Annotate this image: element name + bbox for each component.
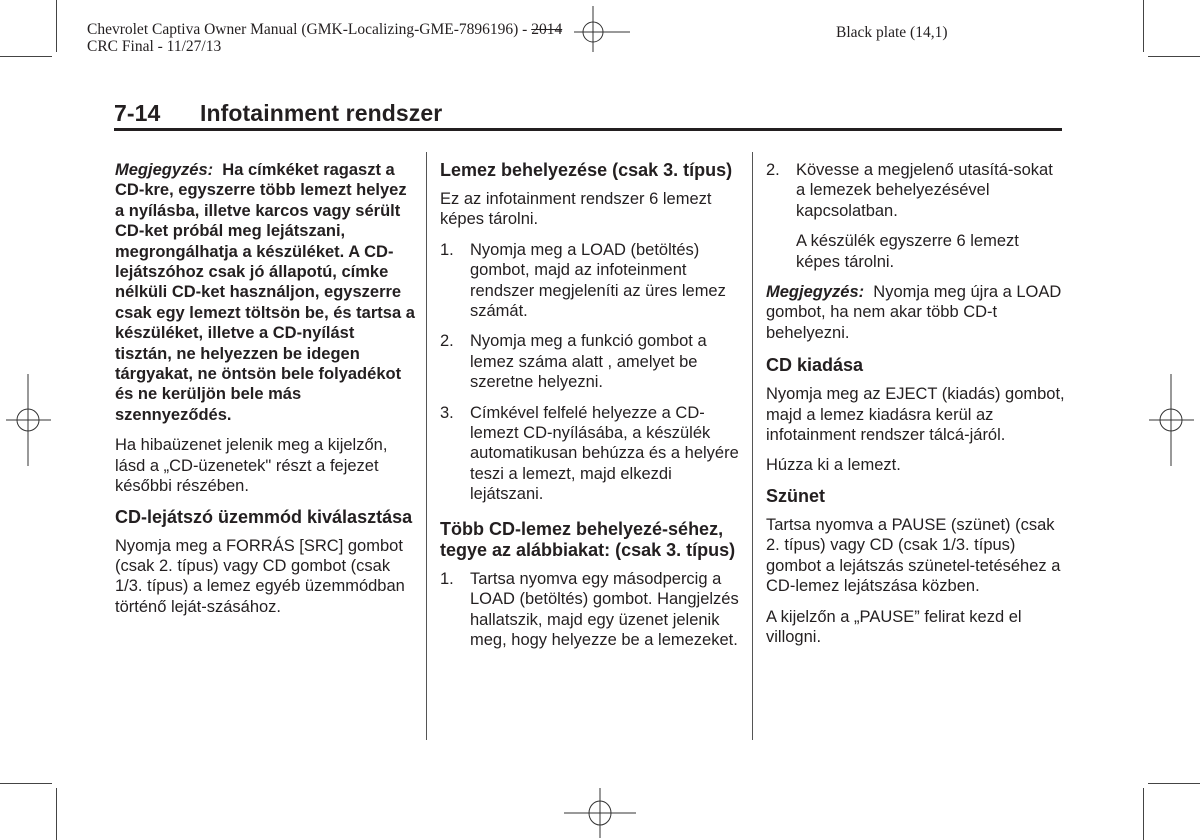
list-item [440,331,740,392]
crop-mark-top-left-vertical [56,0,57,52]
step-text: Címkével felfelé helyezze a CD-lemezt CD-nyílásába, a készülék automatikusan behúzza és a helyére teszi a lemezt, majd elkezdi lejátszani. [470,403,739,504]
document-slug [87,21,562,55]
crop-mark-bottom-right-vertical [1143,788,1144,840]
step-text: Nyomja meg a funkció gombot a lemez száma alatt , amelyet be szeretne helyezni. [470,332,707,392]
disc-insert-heading: Lemez behelyezése (csak 3. típus) [440,160,733,180]
list-item [440,569,740,651]
multi-disc-steps [440,569,740,651]
capacity-paragraph: A készülék egyszerre 6 lemezt képes tárolni. [796,232,1019,271]
plate-label: Black plate (14,1) [836,24,948,41]
eject-heading: CD kiadása [766,355,864,376]
note-text: Ha címkéket ragaszt a CD-kre, egyszerre több lemezt helyez a nyílásba, illetve karcos vagy sérült CD-ket próbál meg lejátszani, megrongálhatja a készüléket. A CD-lejátszóhoz csak jó állapotú, címke nélküli CD-ket használjon, egyszerre csak egy lemezt töltsön be, és tartsa a készüléket, illetve a CD-nyílást tisztán, ne helyezzen be idegen tárgyakat, ne öntsön bele folyadékot és ne kerüljön bele más szennyeződés. [115,161,415,424]
step-number: 1. [440,569,454,588]
step-number: 2. [766,161,780,179]
load-note [766,282,1066,343]
registration-mark-left-icon [0,370,60,470]
list-item [766,160,1066,221]
note-label: Megjegyzés: [115,161,214,179]
pause-heading: Szünet [766,485,826,506]
column-1 [115,160,415,627]
error-message-paragraph: Ha hibaüzenet jelenik meg a kijelzőn, lásd a „CD-üzenetek" részt a fejezet későbbi részében. [115,436,388,496]
column-divider-1 [426,152,427,740]
step-number: 2. [440,332,454,351]
step-number: 3. [440,403,454,422]
column-2 [440,160,740,660]
disc-insert-intro: Ez az infotainment rendszer 6 lemezt képes tárolni. [440,190,712,229]
pause-paragraph: Tartsa nyomva a PAUSE (szünet) (csak 2. típus) vagy CD (csak 1/3. típus) gombot a lejátszás szünetel-tetéséhez a CD-lemez lejátszása közben. [766,515,1061,596]
pause-display-paragraph: A kijelzőn a „PAUSE” felirat kezd el villogni. [766,607,1022,646]
title-rule [114,128,1062,131]
eject-paragraph: Nyomja meg az EJECT (kiadás) gombot, majd a lemez kiadásra kerül az infotainment rendszer tálcá-járól. [766,385,1065,445]
multi-disc-steps-continued [766,160,1066,221]
mode-selection-heading: CD-lejátszó üzemmód kiválasztása [115,506,413,527]
step-text: Nyomja meg a LOAD (betöltés) gombot, majd az infoteinment rendszer megjeleníti az üres lemez számát. [470,240,726,321]
section-title: Infotainment rendszer [200,100,443,126]
crop-mark-bottom-left-horizontal [0,783,52,784]
registration-mark-top-icon [560,4,632,54]
document-title: Chevrolet Captiva Owner Manual (GMK-Localizing-GME-7896196) - [87,21,532,38]
page-title [114,100,442,127]
document-year: 2014 [531,21,563,38]
multi-disc-heading: Több CD-lemez behelyezé-séhez, tegye az alábbiakat: (csak 3. típus) [440,518,736,560]
document-slug-line-1 [87,21,562,38]
disc-insert-steps [440,240,740,505]
list-item [440,240,740,322]
page-number: 7-14 [114,100,161,126]
registration-mark-right-icon [1140,370,1200,470]
column-divider-2 [752,152,753,740]
registration-mark-bottom-icon [550,786,650,840]
list-item [440,403,740,505]
note-label: Megjegyzés: [766,283,865,302]
crop-mark-top-right-vertical [1143,0,1144,52]
crop-mark-bottom-left-vertical [56,788,57,840]
step-number: 1. [440,240,454,259]
note-text: Nyomja meg újra a LOAD gombot, ha nem akar több CD-t behelyezni. [766,283,1062,342]
document-slug-line-2: CRC Final - 11/27/13 [87,38,222,55]
eject-pull-paragraph: Húzza ki a lemezt. [766,456,901,475]
step-text: Kövesse a megjelenő utasítá-sokat a lemezek behelyezésével kapcsolatban. [796,161,1053,220]
step-text: Tartsa nyomva egy másodpercig a LOAD (betöltés) gombot. Hangjelzés hallatszik, majd egy üzenet jelenik meg, hogy helyezze be a lemezeket. [470,569,739,649]
crop-mark-top-right-horizontal [1148,56,1200,57]
column-3 [766,160,1066,657]
warning-note [115,160,415,425]
crop-mark-top-left-horizontal [0,56,52,57]
crop-mark-bottom-right-horizontal [1148,783,1200,784]
mode-selection-paragraph: Nyomja meg a FORRÁS [SRC] gombot (csak 2. típus) vagy CD gombot (csak 1/3. típus) a lemez egyéb üzemmódban történő leját-szásához. [115,536,405,616]
